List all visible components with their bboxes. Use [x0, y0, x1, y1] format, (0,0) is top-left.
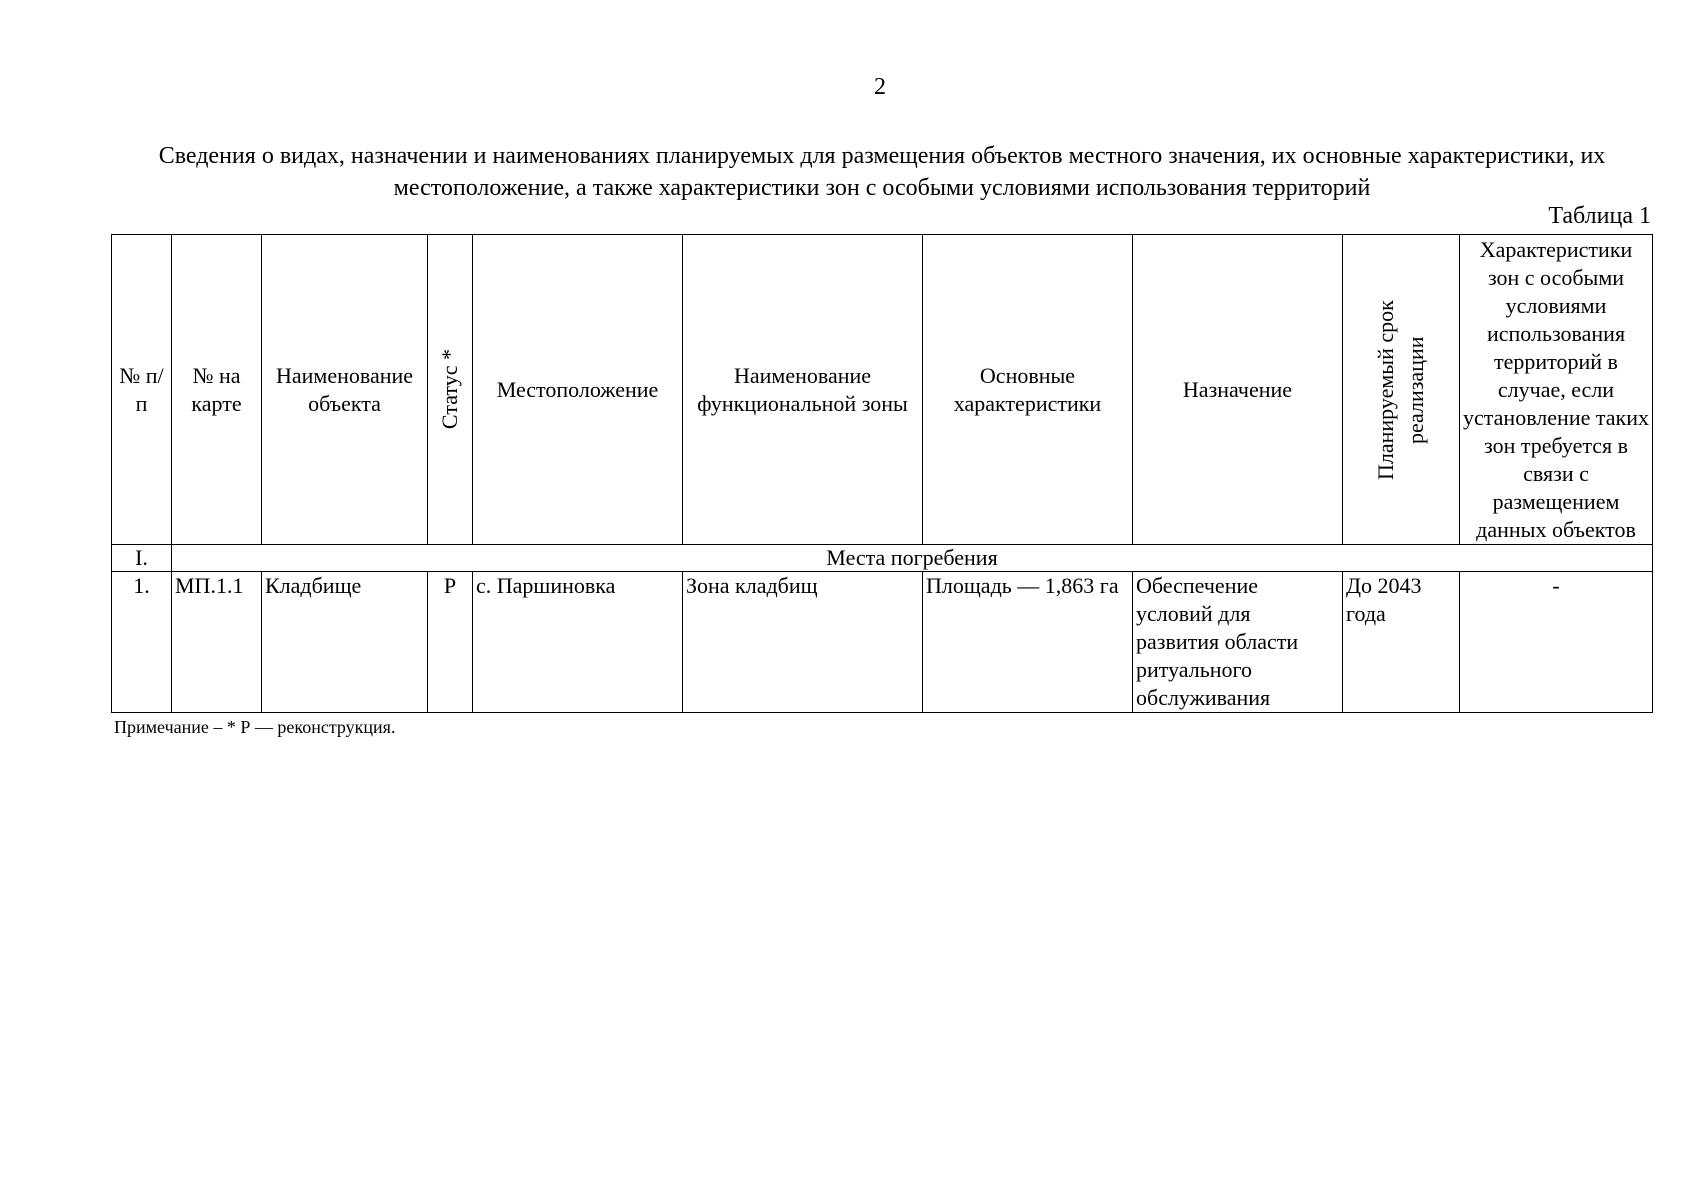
table-caption: Таблица 1: [1548, 203, 1651, 229]
page-number: 2: [874, 74, 886, 100]
header-functional-zone: Наименование функциональной зоны: [683, 235, 923, 545]
header-purpose: Назначение: [1133, 235, 1343, 545]
section-title: Места погребения: [172, 545, 1653, 572]
header-location: Местоположение: [473, 235, 683, 545]
cell-num: 1.: [112, 572, 172, 713]
header-term-label: Планируемый срок реализации: [1373, 299, 1428, 480]
document-title: Сведения о видах, назначении и наименованиях планируемых для размещения объектов местного значения, их основные характеристики, их местоположение, а также характеристики зон с особыми условиями использования территорий: [158, 143, 1606, 201]
header-object-name: Наименование объекта: [262, 235, 428, 545]
header-map-num: № на карте: [172, 235, 262, 545]
cell-purpose: Обеспечение условий для развития области ритуального обслуживания: [1133, 572, 1343, 713]
table-header-row: [112, 235, 1653, 545]
cell-map-num: МП.1.1: [172, 572, 262, 713]
cell-term: До 2043 года: [1343, 572, 1460, 713]
objects-table: [111, 234, 1653, 713]
cell-location: с. Паршиновка: [473, 572, 683, 713]
cell-status: Р: [428, 572, 473, 713]
section-row: [112, 545, 1653, 572]
header-status-label: Статус *: [437, 349, 462, 430]
cell-object-name: Кладбище: [262, 572, 428, 713]
header-status: [428, 235, 473, 545]
table-note: Примечание – * Р — реконструкция.: [114, 717, 396, 737]
table-row: [112, 572, 1653, 713]
header-zone-characteristics: Характеристики зон с особыми условиями использования территорий в случае, если установление таких зон требуется в связи с размещением данных объектов: [1460, 235, 1653, 545]
header-term: [1343, 235, 1460, 545]
section-number: I.: [112, 545, 172, 572]
cell-zone-characteristics: -: [1460, 572, 1653, 713]
header-characteristics: Основные характеристики: [923, 235, 1133, 545]
cell-characteristics: Площадь — 1,863 га: [923, 572, 1133, 713]
header-num: № п/п: [112, 235, 172, 545]
cell-functional-zone: Зона кладбищ: [683, 572, 923, 713]
